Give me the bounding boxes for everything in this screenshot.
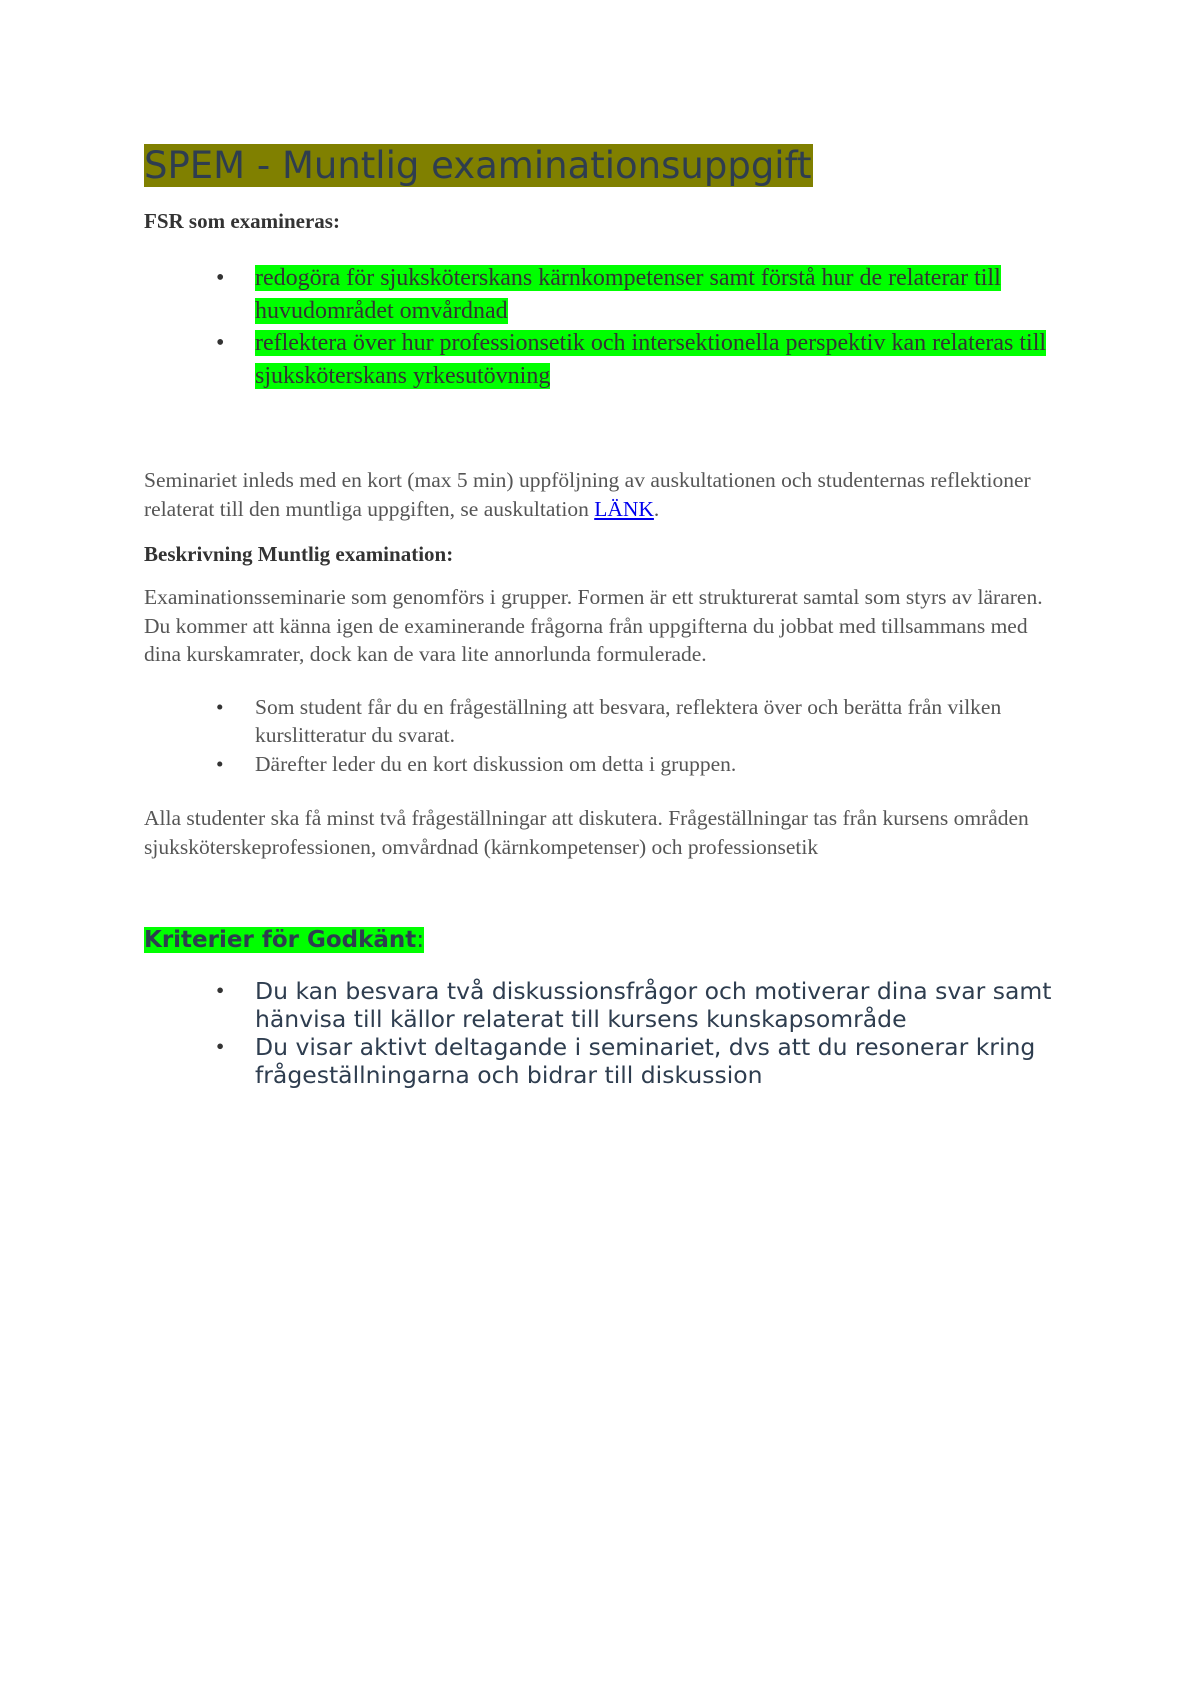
document-title-text: SPEM - Muntlig examinationsuppgift — [144, 144, 812, 187]
description-paragraph: Examinationsseminarie som genomförs i grupper. Formen är ett strukturerat samtal som styrs av läraren. Du kommer att känna igen de examinerande frågorna från uppgifterna du jobbat med tillsammans med dina kurskamrater, dock kan de vara lite annorlunda formulerade. — [144, 585, 1043, 666]
criteria-heading-text: Kriterier för Godkänt — [144, 927, 417, 953]
description-heading: Beskrivning Muntlig examination: — [144, 542, 454, 566]
bullet-icon: • — [216, 330, 225, 356]
criteria-heading-colon: : — [416, 927, 425, 953]
topics-paragraph: Alla studenter ska få minst två frågeställningar att diskutera. Frågeställningar tas från kursens områden sjuksköterskeprofessionen, omvårdnad (kärnkompetenser) och professionsetik — [144, 806, 1029, 859]
document-content — [144, 142, 1064, 1089]
criteria-item — [144, 977, 1064, 1033]
fsr-label: FSR som examineras: — [144, 209, 340, 233]
step-item-text: Därefter leder du en kort diskussion om detta i gruppen. — [255, 751, 737, 776]
fsr-list — [144, 262, 1064, 392]
fsr-item — [144, 262, 1064, 327]
document-title — [144, 142, 1064, 190]
bullet-icon: • — [216, 978, 225, 1004]
criteria-item-text: Du visar aktivt deltagande i seminariet, dvs att du resonerar kring frågeställningarna och bidrar till diskussion — [255, 1033, 1036, 1089]
intro-end: . — [653, 496, 660, 521]
intro-paragraph — [144, 466, 1064, 523]
bullet-icon: • — [216, 265, 225, 291]
step-item-text: Som student får du en frågeställning att besvara, reflektera över och berätta från vilken kurslitteratur du svarat. — [255, 694, 1002, 747]
fsr-item-text: reflektera över hur professionsetik och intersektionella perspektiv kan relateras till sjuksköterskans yrkesutövning — [255, 330, 1047, 389]
fsr-item — [144, 327, 1064, 392]
bullet-icon: • — [216, 1034, 225, 1060]
steps-list — [144, 693, 1064, 779]
step-item — [144, 750, 1064, 779]
criteria-item-text: Du kan besvara två diskussionsfrågor och motiverar dina svar samt hänvisa till källor relaterat till kursens kunskapsområde — [255, 977, 1052, 1033]
intro-text: Seminariet inleds med en kort (max 5 min) uppföljning av auskultationen och studenternas reflektioner relaterat till den muntliga uppgiften, se auskultation — [144, 468, 1031, 521]
bullet-icon: • — [216, 751, 224, 776]
auskultation-link[interactable]: LÄNK — [594, 496, 654, 521]
criteria-item — [144, 1033, 1064, 1089]
step-item — [144, 693, 1064, 750]
bullet-icon: • — [216, 694, 224, 719]
criteria-heading — [144, 925, 1064, 955]
criteria-list — [144, 977, 1064, 1089]
fsr-item-text: redogöra för sjuksköterskans kärnkompetenser samt förstå hur de relaterar till huvudområdet omvårdnad — [255, 265, 1001, 324]
